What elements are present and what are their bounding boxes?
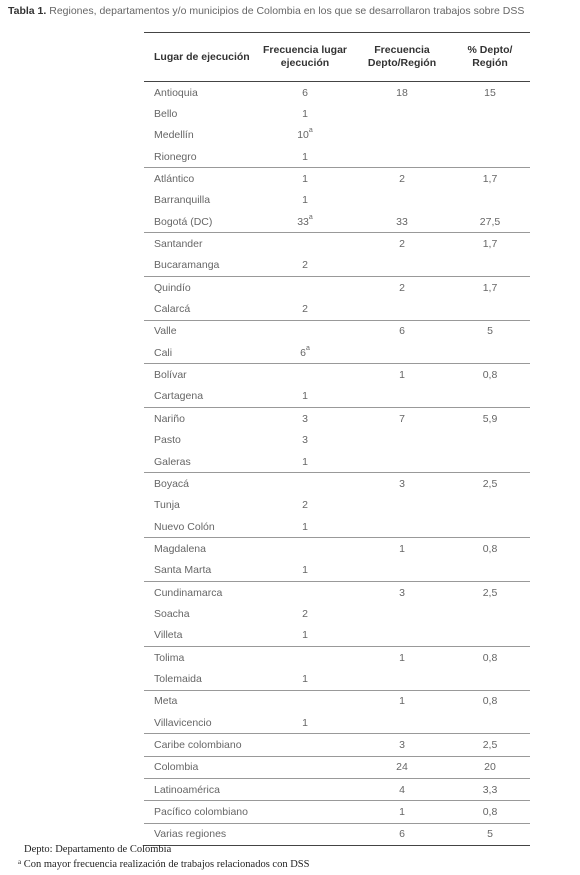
cell-porcentaje: 2,5 bbox=[450, 473, 530, 495]
table-row bbox=[144, 364, 530, 386]
cell-frecuencia-lugar bbox=[256, 451, 354, 473]
table-row bbox=[144, 430, 530, 451]
table-row bbox=[144, 125, 530, 146]
table-row bbox=[144, 495, 530, 516]
cell-lugar: Atlántico bbox=[144, 168, 256, 190]
cell-lugar: Calarcá bbox=[154, 303, 191, 316]
cell-lugar: Nariño bbox=[144, 408, 256, 430]
cell-frecuencia-depto bbox=[354, 386, 450, 408]
header-frecuencia-lugar: Frecuencia lugar ejecución bbox=[256, 33, 354, 82]
cell-porcentaje bbox=[450, 668, 530, 690]
cell-frecuencia-lugar bbox=[256, 668, 354, 690]
cell-frecuencia-value: 1 bbox=[302, 672, 308, 685]
header-porcentaje: % Depto/ Región bbox=[450, 33, 530, 82]
cell-frecuencia-depto bbox=[354, 451, 450, 473]
cell-lugar: Bogotá (DC) bbox=[154, 215, 213, 228]
header-lugar: Lugar de ejecución bbox=[144, 33, 256, 82]
cell-frecuencia-lugar bbox=[256, 603, 354, 624]
cell-frecuencia-value: 1 bbox=[302, 455, 308, 468]
table-row bbox=[144, 277, 530, 299]
table-row bbox=[144, 451, 530, 473]
note-mark: a bbox=[18, 858, 22, 866]
cell-porcentaje bbox=[450, 560, 530, 582]
cell-porcentaje bbox=[450, 298, 530, 320]
cell-frecuencia-depto bbox=[354, 255, 450, 277]
cell-lugar: Santa Marta bbox=[154, 564, 212, 577]
cell-frecuencia-value: 1 bbox=[302, 150, 308, 163]
cell-frecuencia-lugar bbox=[256, 538, 354, 560]
cell-lugar: Villeta bbox=[154, 629, 183, 642]
table-row bbox=[144, 190, 530, 211]
cell-porcentaje: 1,7 bbox=[450, 168, 530, 190]
cell-lugar: Tunja bbox=[154, 499, 180, 512]
data-table bbox=[144, 32, 530, 846]
cell-frecuencia-lugar bbox=[256, 233, 354, 255]
cell-porcentaje bbox=[450, 190, 530, 211]
cell-frecuencia-lugar bbox=[256, 103, 354, 124]
cell-porcentaje: 5 bbox=[450, 823, 530, 845]
cell-frecuencia-depto: 6 bbox=[354, 823, 450, 845]
cell-frecuencia-depto bbox=[354, 342, 450, 364]
cell-frecuencia-depto: 1 bbox=[354, 538, 450, 560]
cell-frecuencia-value: 1 bbox=[302, 390, 308, 403]
cell-frecuencia-lugar bbox=[256, 734, 354, 756]
table-row bbox=[144, 516, 530, 538]
cell-frecuencia-lugar bbox=[256, 211, 354, 233]
cell-porcentaje: 20 bbox=[450, 756, 530, 778]
cell-porcentaje: 15 bbox=[484, 86, 496, 99]
cell-frecuencia-lugar bbox=[256, 581, 354, 603]
table-header-row bbox=[144, 33, 530, 82]
cell-frecuencia-value: 1 bbox=[302, 564, 308, 577]
cell-porcentaje bbox=[450, 430, 530, 451]
cell-lugar: Colombia bbox=[144, 756, 256, 778]
note-text: Con mayor frecuencia realización de trabajos relacionados con DSS bbox=[23, 859, 310, 870]
table-row bbox=[144, 342, 530, 364]
table-row bbox=[144, 734, 530, 756]
cell-frecuencia-value: 3 bbox=[302, 434, 308, 447]
table-row bbox=[144, 560, 530, 582]
cell-lugar: Magdalena bbox=[144, 538, 256, 560]
cell-porcentaje: 0,8 bbox=[450, 690, 530, 712]
cell-frecuencia-value: 2 bbox=[302, 499, 308, 512]
cell-frecuencia-depto: 3 bbox=[354, 581, 450, 603]
cell-frecuencia-depto bbox=[354, 560, 450, 582]
cell-frecuencia-value: 33 bbox=[297, 215, 309, 228]
note-superscript bbox=[18, 857, 309, 872]
cell-frecuencia-lugar bbox=[256, 168, 354, 190]
cell-frecuencia-value: 1 bbox=[302, 520, 308, 533]
table-row bbox=[144, 473, 530, 495]
table-row bbox=[144, 211, 530, 233]
cell-frecuencia-depto bbox=[354, 712, 450, 734]
cell-frecuencia-value: 1 bbox=[302, 173, 308, 186]
table-row bbox=[144, 668, 530, 690]
table-body bbox=[144, 82, 530, 846]
cell-lugar: Boyacá bbox=[144, 473, 256, 495]
cell-frecuencia-depto: 18 bbox=[396, 86, 408, 99]
table-row bbox=[144, 146, 530, 168]
table-row bbox=[144, 712, 530, 734]
cell-frecuencia-depto: 3 bbox=[354, 734, 450, 756]
cell-porcentaje: 0,8 bbox=[450, 801, 530, 823]
cell-frecuencia-lugar bbox=[256, 342, 354, 364]
cell-frecuencia-depto bbox=[354, 430, 450, 451]
cell-frecuencia-value: 2 bbox=[302, 303, 308, 316]
cell-lugar: Caribe colombiano bbox=[144, 734, 256, 756]
cell-porcentaje: 5,9 bbox=[450, 408, 530, 430]
cell-frecuencia-value: 2 bbox=[302, 259, 308, 272]
cell-lugar: Cundinamarca bbox=[144, 581, 256, 603]
cell-frecuencia-depto: 7 bbox=[354, 408, 450, 430]
cell-frecuencia-lugar bbox=[256, 495, 354, 516]
cell-frecuencia-lugar bbox=[256, 625, 354, 647]
cell-frecuencia-depto bbox=[354, 103, 450, 124]
cell-frecuencia-lugar bbox=[256, 756, 354, 778]
cell-frecuencia-lugar bbox=[256, 364, 354, 386]
cell-lugar: Pasto bbox=[154, 434, 181, 447]
cell-porcentaje bbox=[450, 451, 530, 473]
cell-frecuencia-depto: 1 bbox=[354, 364, 450, 386]
cell-lugar: Antioquia bbox=[154, 86, 198, 99]
table-row bbox=[144, 233, 530, 255]
table-row bbox=[144, 690, 530, 712]
table-row bbox=[144, 779, 530, 801]
table-row bbox=[144, 603, 530, 624]
cell-frecuencia-depto bbox=[354, 516, 450, 538]
cell-lugar: Quindío bbox=[144, 277, 256, 299]
cell-frecuencia-lugar bbox=[256, 146, 354, 168]
cell-porcentaje bbox=[450, 386, 530, 408]
table-row bbox=[144, 386, 530, 408]
cell-frecuencia-lugar bbox=[256, 82, 354, 104]
cell-lugar: Pacífico colombiano bbox=[144, 801, 256, 823]
cell-porcentaje: 2,5 bbox=[450, 734, 530, 756]
cell-frecuencia-lugar bbox=[256, 690, 354, 712]
cell-lugar: Meta bbox=[144, 690, 256, 712]
cell-frecuencia-value: 6 bbox=[300, 346, 306, 359]
cell-lugar: Bolívar bbox=[144, 364, 256, 386]
cell-frecuencia-lugar bbox=[256, 125, 354, 146]
cell-frecuencia-value: 1 bbox=[302, 194, 308, 207]
cell-frecuencia-depto bbox=[354, 625, 450, 647]
cell-frecuencia-depto: 2 bbox=[354, 233, 450, 255]
cell-frecuencia-depto bbox=[354, 125, 450, 146]
cell-porcentaje bbox=[450, 495, 530, 516]
cell-frecuencia-depto: 1 bbox=[354, 646, 450, 668]
table-row bbox=[144, 82, 530, 104]
cell-lugar: Santander bbox=[144, 233, 256, 255]
caption-text: Regiones, departamentos y/o municipios de Colombia en los que se desarrollaron trabajos sobre DSS bbox=[46, 5, 525, 17]
table-row bbox=[144, 581, 530, 603]
cell-lugar: Rionegro bbox=[154, 150, 197, 163]
cell-frecuencia-value: 1 bbox=[302, 629, 308, 642]
cell-lugar: Cartagena bbox=[154, 390, 204, 403]
cell-lugar: Varias regiones bbox=[144, 823, 256, 845]
table-row bbox=[144, 255, 530, 277]
table-row bbox=[144, 298, 530, 320]
cell-frecuencia-lugar bbox=[256, 779, 354, 801]
cell-frecuencia-depto: 6 bbox=[354, 320, 450, 342]
cell-frecuencia-depto: 4 bbox=[354, 779, 450, 801]
cell-lugar: Latinoamérica bbox=[144, 779, 256, 801]
table-row bbox=[144, 408, 530, 430]
cell-frecuencia-depto: 2 bbox=[354, 168, 450, 190]
cell-lugar: Valle bbox=[144, 320, 256, 342]
cell-frecuencia-depto bbox=[354, 190, 450, 211]
cell-frecuencia-lugar bbox=[256, 277, 354, 299]
cell-frecuencia-lugar bbox=[256, 801, 354, 823]
table-row bbox=[144, 168, 530, 190]
table-row bbox=[144, 103, 530, 124]
footnote-marker: a bbox=[305, 344, 310, 352]
cell-frecuencia-depto: 3 bbox=[354, 473, 450, 495]
table-row bbox=[144, 625, 530, 647]
footnote-marker: a bbox=[308, 127, 313, 135]
cell-porcentaje bbox=[450, 342, 530, 364]
cell-frecuencia-lugar bbox=[256, 473, 354, 495]
cell-frecuencia-lugar bbox=[256, 560, 354, 582]
cell-frecuencia-lugar bbox=[256, 408, 354, 430]
cell-frecuencia-lugar bbox=[256, 255, 354, 277]
cell-porcentaje: 2,5 bbox=[450, 581, 530, 603]
cell-frecuencia-depto bbox=[354, 298, 450, 320]
cell-frecuencia-lugar bbox=[256, 190, 354, 211]
cell-frecuencia-depto: 33 bbox=[396, 215, 408, 228]
cell-frecuencia-lugar bbox=[256, 646, 354, 668]
cell-lugar: Villavicencio bbox=[154, 716, 212, 729]
cell-frecuencia-value: 2 bbox=[302, 607, 308, 620]
cell-frecuencia-lugar bbox=[256, 430, 354, 451]
footnote-marker: a bbox=[308, 213, 313, 221]
cell-lugar: Cali bbox=[154, 346, 173, 359]
cell-lugar: Bucaramanga bbox=[154, 259, 220, 272]
cell-porcentaje bbox=[450, 516, 530, 538]
cell-porcentaje: 1,7 bbox=[450, 277, 530, 299]
cell-lugar: Galeras bbox=[154, 455, 191, 468]
cell-porcentaje bbox=[450, 712, 530, 734]
cell-frecuencia-lugar bbox=[256, 320, 354, 342]
cell-frecuencia-value: 6 bbox=[302, 86, 308, 99]
cell-lugar: Soacha bbox=[154, 607, 190, 620]
cell-lugar: Medellín bbox=[154, 129, 194, 142]
cell-porcentaje: 0,8 bbox=[450, 646, 530, 668]
cell-porcentaje bbox=[450, 103, 530, 124]
cell-lugar: Bello bbox=[154, 108, 178, 121]
cell-frecuencia-depto bbox=[354, 668, 450, 690]
note-depto: Depto: Departamento de Colombia bbox=[24, 844, 172, 855]
cell-frecuencia-value: 10 bbox=[297, 129, 309, 142]
cell-porcentaje bbox=[450, 125, 530, 146]
cell-lugar: Tolima bbox=[144, 646, 256, 668]
cell-frecuencia-depto: 1 bbox=[354, 690, 450, 712]
cell-frecuencia-depto bbox=[354, 146, 450, 168]
cell-porcentaje bbox=[450, 603, 530, 624]
table-row bbox=[144, 801, 530, 823]
cell-frecuencia-depto bbox=[354, 603, 450, 624]
table-row bbox=[144, 538, 530, 560]
cell-porcentaje: 1,7 bbox=[450, 233, 530, 255]
table-row bbox=[144, 756, 530, 778]
cell-frecuencia-lugar bbox=[256, 298, 354, 320]
cell-frecuencia-depto: 2 bbox=[354, 277, 450, 299]
cell-porcentaje: 27,5 bbox=[479, 215, 501, 228]
cell-porcentaje bbox=[450, 146, 530, 168]
cell-frecuencia-lugar bbox=[256, 516, 354, 538]
cell-frecuencia-value: 3 bbox=[302, 412, 308, 425]
caption-label: Tabla 1. bbox=[8, 5, 47, 17]
cell-lugar: Tolemaida bbox=[154, 672, 202, 685]
cell-porcentaje: 0,8 bbox=[450, 538, 530, 560]
cell-porcentaje: 0,8 bbox=[450, 364, 530, 386]
cell-porcentaje bbox=[450, 255, 530, 277]
cell-frecuencia-value: 1 bbox=[302, 716, 308, 729]
table-caption bbox=[8, 5, 524, 17]
cell-frecuencia-depto bbox=[354, 495, 450, 516]
cell-frecuencia-depto: 24 bbox=[354, 756, 450, 778]
table-row bbox=[144, 320, 530, 342]
table-notes bbox=[18, 842, 309, 872]
header-frecuencia-depto: Frecuencia Depto/Región bbox=[354, 33, 450, 82]
cell-frecuencia-lugar bbox=[256, 712, 354, 734]
cell-frecuencia-lugar bbox=[256, 386, 354, 408]
cell-porcentaje: 5 bbox=[450, 320, 530, 342]
cell-lugar: Barranquilla bbox=[154, 194, 211, 207]
cell-frecuencia-value: 1 bbox=[302, 108, 308, 121]
table-row bbox=[144, 646, 530, 668]
cell-porcentaje: 3,3 bbox=[450, 779, 530, 801]
cell-porcentaje bbox=[450, 625, 530, 647]
cell-lugar: Nuevo Colón bbox=[154, 520, 215, 533]
cell-frecuencia-depto: 1 bbox=[354, 801, 450, 823]
